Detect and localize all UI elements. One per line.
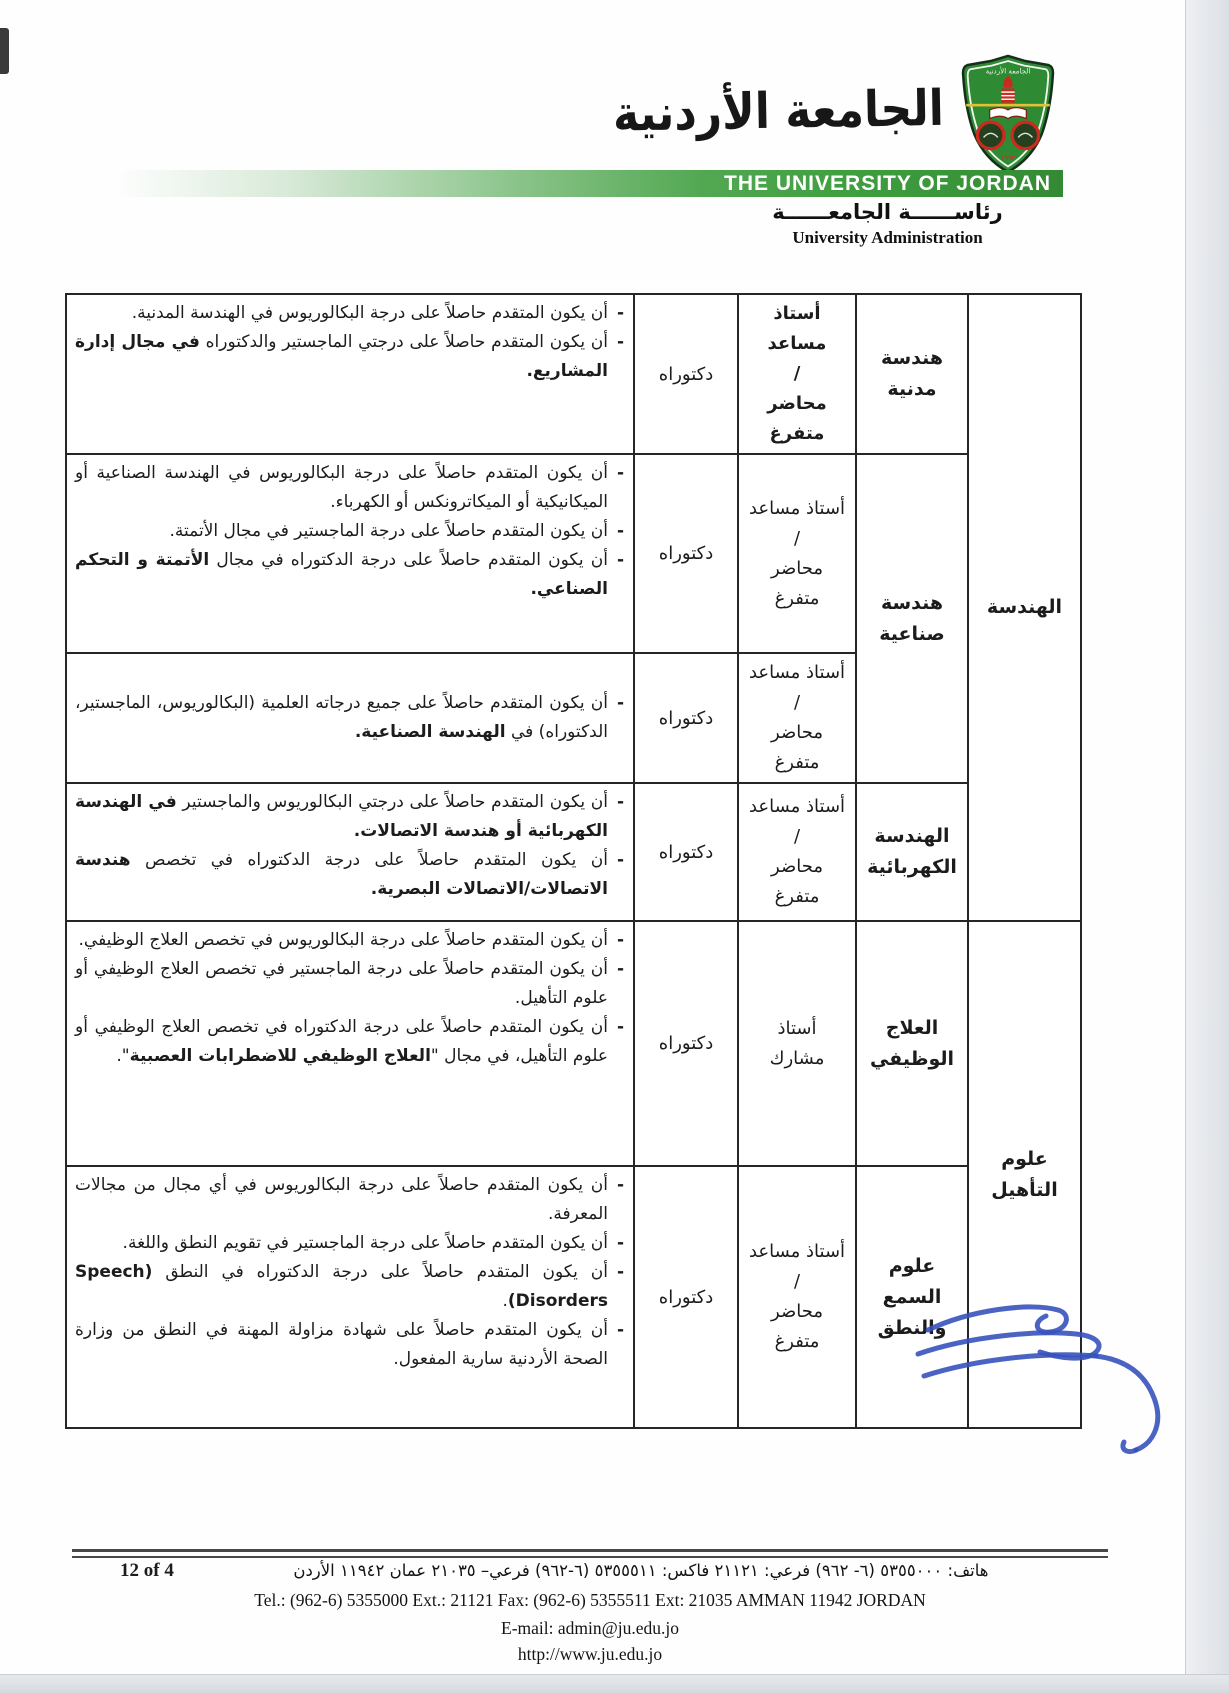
shield-year-text: ١٩٦٢ <box>1000 153 1016 162</box>
requirements-cell <box>66 783 634 921</box>
bullet-dash: - <box>616 550 624 570</box>
bullet-dash: - <box>616 1017 624 1037</box>
administration-title-arabic: رئاســــــة الجامعــــــة <box>772 200 1003 224</box>
requirement-item <box>75 299 624 328</box>
bullet-dash: - <box>616 521 624 541</box>
requirement-item <box>75 1013 624 1071</box>
university-shield-emblem <box>952 52 1064 176</box>
faculty-cell: علوم التأهيل <box>968 921 1081 1428</box>
requirements-cell <box>66 454 634 653</box>
degree-cell: دكتوراه <box>634 454 738 653</box>
table-row <box>66 294 1081 454</box>
open-book-icon <box>990 108 1027 119</box>
requirement-text: أن يكون المتقدم حاصلاً على درجة الماجستير في تقويم النطق واللغة. <box>122 1233 608 1253</box>
requirement-text: أن يكون المتقدم حاصلاً على درجة الدكتوراه في مجال الأتمتة و التحكم الصناعي. <box>75 550 608 599</box>
specialty-cell: الهندسة الكهربائية <box>856 783 968 921</box>
footer-contact-english: Tel.: (962-6) 5355000 Ext.: 21121 Fax: (962-6) 5355511 Ext: 21035 AMMAN 11942 JORDAN <box>254 1590 926 1610</box>
requirement-item <box>75 546 624 604</box>
bullet-dash: - <box>616 850 624 870</box>
university-calligraphy-logo: الجامعة الأردنية <box>612 80 945 143</box>
rank-cell: أستاذ مساعد / محاضر متفرغ <box>738 294 856 454</box>
requirement-text: أن يكون المتقدم حاصلاً على درجة الدكتوراه في النطق (Speech Disorders). <box>75 1262 608 1311</box>
shield-band <box>966 104 1049 107</box>
rank-cell: أستاذ مساعد / محاضر متفرغ <box>738 653 856 783</box>
requirement-text: أن يكون المتقدم حاصلاً على درجة البكالوريوس في الهندسة المدنية. <box>131 303 608 323</box>
degree-cell: دكتوراه <box>634 294 738 454</box>
requirement-text: أن يكون المتقدم حاصلاً على شهادة مزاولة المهنة في النطق من وزارة الصحة الأردنية سارية المفعول. <box>75 1320 608 1369</box>
degree-cell: دكتوراه <box>634 921 738 1166</box>
bullet-dash: - <box>616 303 624 323</box>
requirement-item <box>75 1229 624 1258</box>
bullet-dash: - <box>616 1262 624 1282</box>
degree-cell: دكتوراه <box>634 653 738 783</box>
bullet-dash: - <box>616 959 624 979</box>
shield-left-medallion <box>977 122 1003 148</box>
rank-cell: أستاذ مساعد / محاضر متفرغ <box>738 783 856 921</box>
requirement-text: أن يكون المتقدم حاصلاً على درجة الدكتوراه في تخصص العلاج الوظيفي أو علوم التأهيل، في مجال "العلاج الوظيفي للاضطرابات العصبية". <box>75 1017 608 1066</box>
degree-cell: دكتوراه <box>634 1166 738 1428</box>
requirement-item <box>75 1258 624 1316</box>
requirement-item <box>75 689 624 747</box>
bullet-dash: - <box>616 463 624 483</box>
requirement-text: أن يكون المتقدم حاصلاً على درجتي الماجستير والدكتوراه في مجال إدارة المشاريع. <box>75 332 609 381</box>
footer-contact-arabic: هاتف: ٥٣٥٥٠٠٠ (٦- ٩٦٢) فرعي: ٢١١٢١ فاكس: ٥٣٥٥٥١١ (٦-٩٦٢) فرعي– ٢١٠٣٥ عمان ١١٩٤٢ الأردن <box>293 1561 989 1580</box>
shield-top-text: الجامعة الأردنية <box>985 66 1031 76</box>
scan-artifact-mark <box>0 28 9 74</box>
footer-website: http://www.ju.edu.jo <box>517 1644 663 1664</box>
requirement-text: أن يكون المتقدم حاصلاً على درجة البكالوريوس في الهندسة الصناعية أو الميكانيكية أو الميكاترونكس أو الكهرباء. <box>75 463 608 512</box>
degree-cell: دكتوراه <box>634 783 738 921</box>
requirement-item <box>75 846 624 904</box>
requirements-cell <box>66 294 634 454</box>
footer-contact-line <box>72 1560 1108 1582</box>
specialty-cell: علوم السمع والنطق <box>856 1166 968 1428</box>
bullet-dash: - <box>616 332 624 352</box>
requirement-text: أن يكون المتقدم حاصلاً على جميع درجاته العلمية (البكالوريوس، الماجستير، الدكتوراه) في الهندسة الصناعية. <box>75 693 608 742</box>
university-name-banner <box>113 170 1063 197</box>
bullet-dash: - <box>616 792 624 812</box>
requirements-cell <box>66 921 634 1166</box>
requirement-text: أن يكون المتقدم حاصلاً على درجة الماجستير في تخصص العلاج الوظيفي أو علوم التأهيل. <box>75 959 608 1008</box>
specialty-cell: هندسة صناعية <box>856 454 968 783</box>
bullet-dash: - <box>616 1233 624 1253</box>
requirement-item <box>75 517 624 546</box>
requirement-text: أن يكون المتقدم حاصلاً على درجتي البكالوريوس والماجستير في الهندسة الكهربائية أو هندسة الاتصالات. <box>75 792 608 841</box>
requirements-cell <box>66 1166 634 1428</box>
paper-edge-bottom <box>0 1674 1229 1693</box>
requirement-text: أن يكون المتقدم حاصلاً على درجة الماجستير في مجال الأتمتة. <box>169 521 608 541</box>
paper-edge-right <box>1185 0 1229 1693</box>
banner-title: THE UNIVERSITY OF JORDAN <box>724 171 1051 195</box>
bullet-dash: - <box>616 1320 624 1340</box>
table-row <box>66 454 1081 653</box>
bullet-dash: - <box>616 1175 624 1195</box>
requirement-text: أن يكون المتقدم حاصلاً على درجة البكالوريوس في تخصص العلاج الوظيفي. <box>78 930 608 950</box>
faculty-cell: الهندسة <box>968 294 1081 921</box>
rank-cell: أستاذ مساعد / محاضر متفرغ <box>738 1166 856 1428</box>
bullet-dash: - <box>616 930 624 950</box>
rank-cell: أستاذ مساعد / محاضر متفرغ <box>738 454 856 653</box>
requirement-item <box>75 459 624 517</box>
administration-title-english: University Administration <box>792 228 983 247</box>
table-row <box>66 921 1081 1166</box>
shield-right-medallion <box>1012 122 1038 148</box>
footer-divider <box>72 1549 1108 1558</box>
requirements-cell <box>66 653 634 783</box>
requirement-item <box>75 955 624 1013</box>
requirements-table-body <box>66 294 1081 1428</box>
specialty-cell: العلاج الوظيفي <box>856 921 968 1166</box>
requirement-text: أن يكون المتقدم حاصلاً على درجة البكالوريوس في أي مجال من مجالات المعرفة. <box>75 1175 608 1224</box>
specialty-cell: هندسة مدنية <box>856 294 968 454</box>
requirement-item <box>75 926 624 955</box>
rank-cell: أستاذ مشارك <box>738 921 856 1166</box>
requirement-item <box>75 328 624 386</box>
requirement-item <box>75 1171 624 1229</box>
table-row <box>66 783 1081 921</box>
page-indicator: 12 of 4 <box>120 1560 174 1581</box>
requirement-item <box>75 788 624 846</box>
requirements-table <box>65 293 1082 1429</box>
footer-email: E-mail: admin@ju.edu.jo <box>501 1618 679 1638</box>
bullet-dash: - <box>616 693 624 713</box>
signature <box>900 1292 1190 1467</box>
requirement-item <box>75 1316 624 1374</box>
requirement-text: أن يكون المتقدم حاصلاً على درجة الدكتوراه في تخصص هندسة الاتصالات/الاتصالات البصرية. <box>75 850 608 899</box>
